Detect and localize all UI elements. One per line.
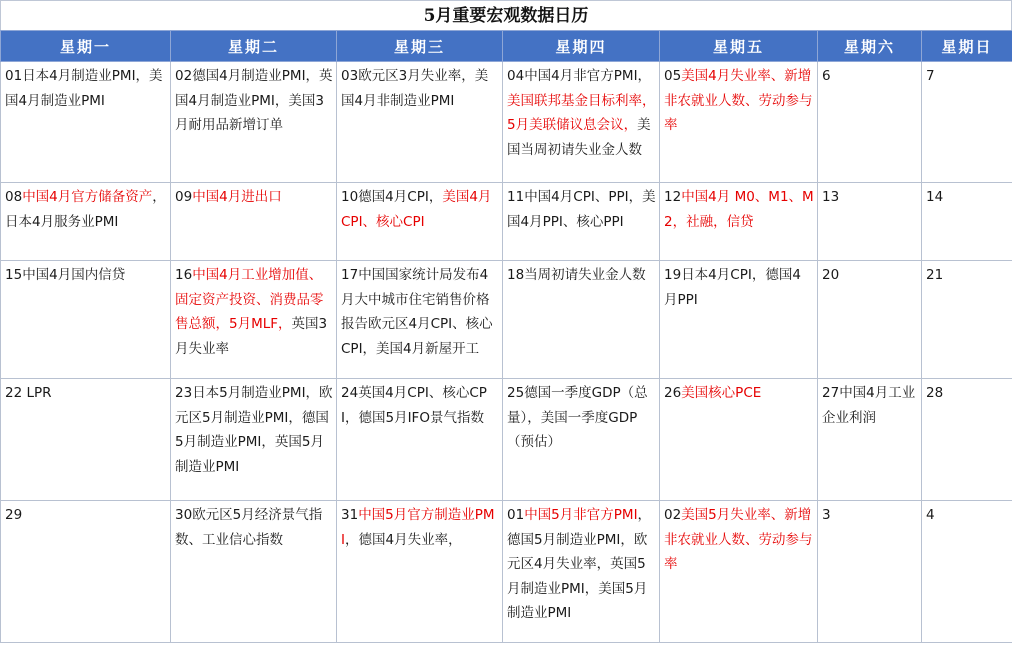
weekday-header-row	[1, 31, 1012, 62]
calendar-day-cell	[818, 261, 922, 379]
day-number: 31	[341, 507, 359, 523]
calendar-week-row	[1, 183, 1012, 261]
event-text-highlighted: 美国4月失业率、新增非农就业人数、劳动参与率	[664, 68, 813, 133]
weekday-sat: 星期六	[818, 31, 922, 62]
calendar-day-cell	[818, 501, 922, 643]
calendar-day-cell	[922, 261, 1012, 379]
day-number: 04	[507, 68, 525, 84]
day-number: 11	[507, 189, 525, 205]
calendar-body	[1, 62, 1012, 643]
event-text: 中国4月CPI、PPI，美国4月PPI、核心PPI	[507, 189, 656, 230]
calendar-week-row	[1, 379, 1012, 501]
calendar-day-cell	[922, 501, 1012, 643]
calendar-day-cell	[503, 62, 660, 183]
day-number: 02	[175, 68, 193, 84]
day-number: 03	[341, 68, 359, 84]
day-number: 23	[175, 385, 193, 401]
day-number: 13	[822, 189, 840, 205]
day-number: 05	[664, 68, 682, 84]
event-text: LPR	[22, 385, 52, 401]
calendar-day-cell	[337, 62, 503, 183]
calendar-day-cell	[171, 261, 337, 379]
calendar-day-cell	[503, 501, 660, 643]
event-text-highlighted: 中国4月进出口	[192, 189, 282, 205]
day-number: 24	[341, 385, 359, 401]
day-number: 20	[822, 267, 840, 283]
calendar-day-cell	[818, 183, 922, 261]
day-number: 30	[175, 507, 193, 523]
weekday-tue: 星期二	[171, 31, 337, 62]
day-number: 09	[175, 189, 193, 205]
weekday-mon: 星期一	[1, 31, 171, 62]
calendar-day-cell	[171, 501, 337, 643]
day-number: 27	[822, 385, 840, 401]
weekday-sun: 星期日	[922, 31, 1012, 62]
calendar-day-cell	[660, 261, 818, 379]
day-number: 01	[507, 507, 525, 523]
calendar-table	[0, 30, 1012, 643]
calendar-week-row	[1, 501, 1012, 643]
event-text: 中国4月工业企业利润	[822, 385, 916, 426]
day-number: 6	[822, 68, 831, 84]
event-text: 日本4月CPI，德国4月PPI	[664, 267, 801, 308]
calendar-day-cell	[503, 261, 660, 379]
calendar-day-cell	[503, 379, 660, 501]
event-text: 中国4月国内信贷	[22, 267, 126, 283]
calendar-day-cell	[1, 379, 171, 501]
day-number: 7	[926, 68, 935, 84]
calendar-day-cell	[171, 183, 337, 261]
day-number: 26	[664, 385, 682, 401]
weekday-wed: 星期三	[337, 31, 503, 62]
calendar-day-cell	[1, 261, 171, 379]
day-number: 01	[5, 68, 23, 84]
calendar-day-cell	[1, 501, 171, 643]
day-number: 22	[5, 385, 23, 401]
calendar-day-cell	[660, 62, 818, 183]
calendar-week-row	[1, 261, 1012, 379]
day-number: 10	[341, 189, 359, 205]
day-number: 14	[926, 189, 944, 205]
day-number: 12	[664, 189, 682, 205]
day-number: 25	[507, 385, 525, 401]
day-number: 21	[926, 267, 944, 283]
calendar-day-cell	[171, 379, 337, 501]
calendar-day-cell	[337, 261, 503, 379]
calendar-day-cell	[660, 379, 818, 501]
event-text: 德国一季度GDP（总量），美国一季度GDP（预估）	[507, 385, 648, 450]
weekday-fri: 星期五	[660, 31, 818, 62]
calendar-day-cell	[818, 62, 922, 183]
event-text: 英国3月失业率	[175, 316, 328, 357]
event-text: 欧元区3月失业率，美国4月非制造业PMI	[341, 68, 489, 109]
calendar-day-cell	[660, 501, 818, 643]
calendar-day-cell	[337, 501, 503, 643]
event-text: ，德国5月制造业PMI，欧元区4月失业率，英国5月制造业PMI，美国5月制造业PMI	[507, 507, 652, 621]
day-number: 02	[664, 507, 682, 523]
day-number: 3	[822, 507, 831, 523]
event-text: 英国4月CPI、核心CPI，德国5月IFO景气指数	[341, 385, 487, 426]
event-text: ，日本4月服务业PMI	[5, 189, 166, 230]
day-number: 4	[926, 507, 935, 523]
event-text-highlighted: 中国4月 M0、M1、M2，社融，信贷	[664, 189, 814, 230]
event-text: 日本5月制造业PMI，欧元区5月制造业PMI，德国5月制造业PMI，英国5月制造业PMI	[175, 385, 333, 475]
calendar-day-cell	[171, 62, 337, 183]
day-number: 16	[175, 267, 193, 283]
day-number: 08	[5, 189, 23, 205]
event-text-highlighted: 中国5月官方制造业PMI	[341, 507, 495, 548]
event-text-highlighted: 中国4月工业增加值、固定资产投资、消费品零售总额，5月MLF，	[175, 267, 324, 332]
calendar-title: 5月重要宏观数据日历	[0, 0, 1012, 30]
calendar-day-cell	[1, 62, 171, 183]
day-number: 19	[664, 267, 682, 283]
event-text: ，德国4月失业率，	[344, 531, 462, 548]
event-text-highlighted: 美国4月CPI、核心CPI	[341, 189, 492, 230]
event-text-highlighted: 中国4月官方储备资产	[22, 189, 153, 205]
event-text: 欧元区5月经济景气指数、工业信心指数	[175, 507, 323, 548]
calendar-day-cell	[922, 379, 1012, 501]
day-number: 18	[507, 267, 525, 283]
event-text: 日本4月制造业PMI，美国4月制造业PMI	[5, 68, 163, 109]
day-number: 28	[926, 385, 944, 401]
day-number: 15	[5, 267, 23, 283]
event-text-highlighted: 美国5月失业率、新增非农就业人数、劳动参与率	[664, 507, 813, 572]
event-text: 中国国家统计局发布4月大中城市住宅销售价格报告欧元区4月CPI、核心CPI，美国4月新屋开工	[341, 267, 493, 357]
event-text: 美国当周初请失业金人数	[507, 117, 651, 158]
calendar-day-cell	[818, 379, 922, 501]
event-text: 中国4月非官方PMI，	[524, 68, 652, 84]
weekday-thu: 星期四	[503, 31, 660, 62]
calendar-day-cell	[503, 183, 660, 261]
event-text: 当周初请失业金人数	[524, 267, 646, 283]
event-text-highlighted: 美国联邦基金目标利率，5月美联储议息会议，	[507, 92, 656, 133]
calendar-week-row	[1, 62, 1012, 183]
calendar-day-cell	[337, 379, 503, 501]
event-text: 德国4月CPI，	[358, 189, 443, 205]
calendar-day-cell	[922, 62, 1012, 183]
calendar-day-cell	[660, 183, 818, 261]
calendar-day-cell	[1, 183, 171, 261]
event-text-highlighted: 美国核心PCE	[681, 385, 762, 401]
day-number: 17	[341, 267, 359, 283]
event-text: 德国4月制造业PMI，英国4月制造业PMI，美国3月耐用品新增订单	[175, 68, 333, 133]
calendar-day-cell	[337, 183, 503, 261]
calendar-day-cell	[922, 183, 1012, 261]
event-text-highlighted: 中国5月非官方PMI	[524, 507, 638, 523]
day-number: 29	[5, 507, 23, 523]
